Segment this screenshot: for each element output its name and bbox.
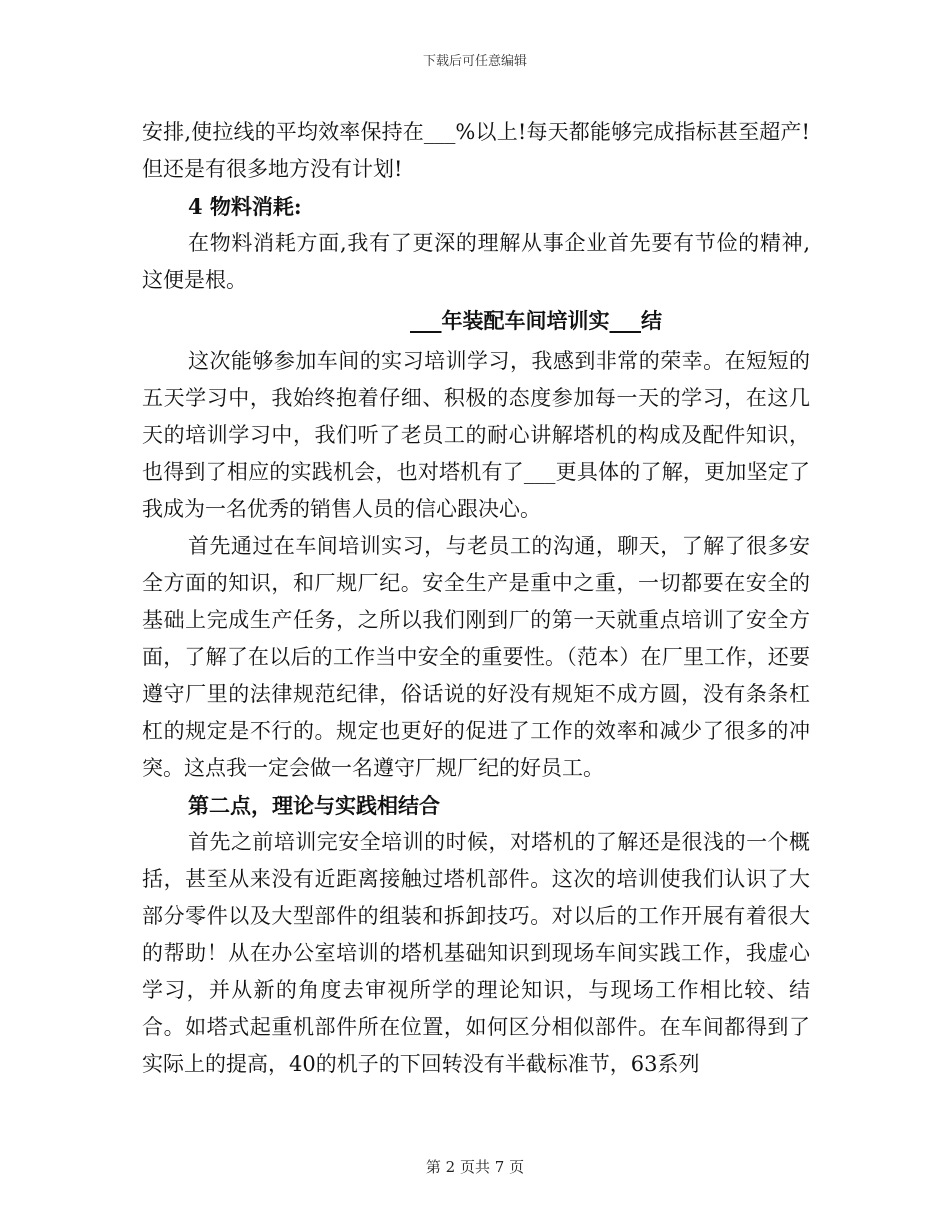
- paragraph-safety: 首先通过在车间培训实习，与老员工的沟通，聊天，了解了很多安全方面的知识，和厂规厂纪。安全生产是重中之重，一切都要在安全的基础上完成生产任务，之所以我们刚到厂的第一天就重点培训了安全方面，了解了在以后的工作当中安全的重要性。（范本）在厂里工作，还要遵守厂里的法律规范纪律，俗话说的好没有规矩不成方圆，没有条条杠杠的规定是不行的。规定也更好的促进了工作的效率和减少了很多的冲突。这点我一定会做一名遵守厂规厂纪的好员工。: [142, 534, 810, 780]
- section-heading-theory-practice: 第二点，理论与实践相结合: [188, 793, 440, 818]
- paragraph-theory-practice: 首先之前培训完安全培训的时候，对塔机的了解还是很浅的一个概括，甚至从来没有近距离接触过塔机部件。这次的培训使我们认识了大部分零件以及大型部件的组装和拆卸技巧。对以后的工作开展有着很大的帮助！从在办公室培训的塔机基础知识到现场车间实践工作，我虚心学习，并从新的角度去审视所学的理论知识，与现场工作相比较、结合。如塔式起重机部件所在位置，如何区分相似部件。在车间都得到了实际上的提高，40的机子的下回转没有半截标准节，63系列: [142, 830, 810, 1076]
- paragraph-material: 在物料消耗方面,我有了更深的理解从事企业首先要有节俭的精神,这便是根。: [142, 231, 810, 292]
- paragraph-intro: 这次能够参加车间的实习培训学习，我感到非常的荣幸。在短短的五天学习中，我始终抱着仔细、积极的态度参加每一天的学习，在这几天的培训学习中，我们听了老员工的耐心讲解塔机的构成及配件知识，也得到了相应的实践机会，也对塔机有了___更具体的了解，更加坚定了我成为一名优秀的销售人员的信心跟决心。: [142, 349, 810, 521]
- page-footer: 第 2 页共 7 页: [425, 1158, 525, 1176]
- section-heading-material: 4 物料消耗:: [188, 194, 302, 219]
- page-header: 下载后可任意编辑: [422, 54, 527, 69]
- paragraph-efficiency: 安排,使拉线的平均效率保持在___%以上!每天都能够完成指标甚至超产!但还是有很多地方没有计划!: [142, 120, 810, 181]
- document-title: ___年装配车间培训实___结: [410, 308, 662, 333]
- document-body: [142, 114, 810, 1083]
